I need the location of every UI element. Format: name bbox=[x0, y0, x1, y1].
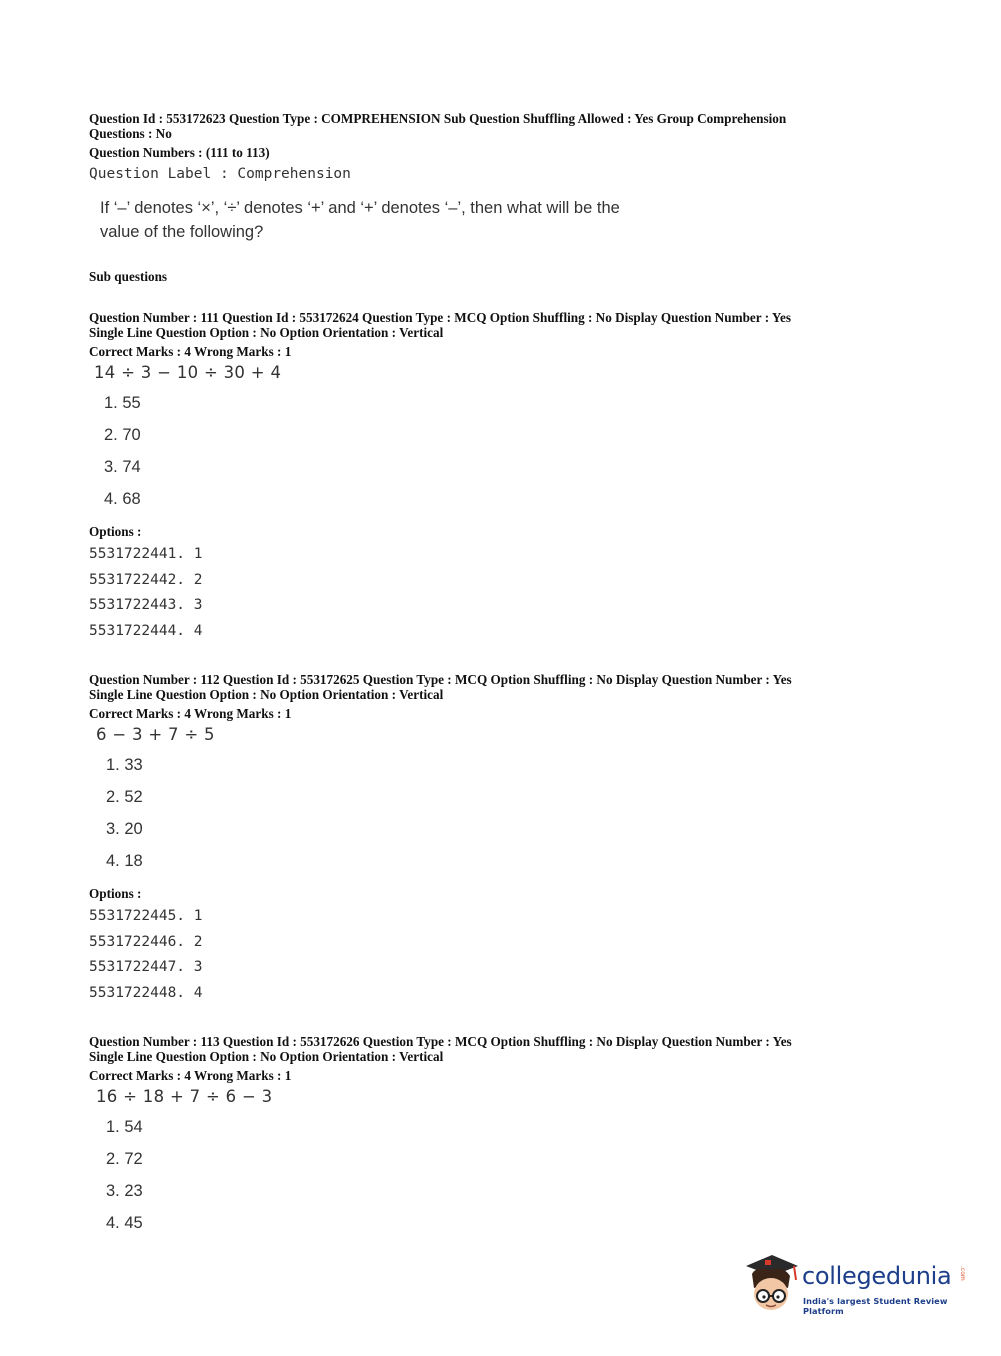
answer-choices bbox=[104, 392, 889, 520]
answer-choice[interactable]: 1. 54 bbox=[106, 1117, 143, 1136]
option-id: 5531722444. 4 bbox=[89, 622, 203, 639]
answer-choice[interactable]: 2. 52 bbox=[106, 787, 143, 806]
comprehension-meta-line2: Questions : No bbox=[89, 125, 172, 141]
option-id-list bbox=[89, 543, 889, 645]
answer-choice[interactable]: 1. 33 bbox=[106, 755, 143, 774]
option-id: 5531722441. 1 bbox=[89, 546, 203, 562]
question-expression: 6 − 3 + 7 ÷ 5 bbox=[96, 724, 215, 744]
option-id: 5531722442. 2 bbox=[89, 571, 203, 588]
question-111 bbox=[89, 311, 889, 645]
question-meta-line1: Question Number : 112 Question Id : 553172625 Question Type : MCQ Option Shuffling : No Display Question Number : Yes bbox=[89, 672, 792, 687]
options-title: Options : bbox=[89, 885, 142, 901]
question-label: Question Label : Comprehension bbox=[89, 165, 351, 182]
question-marks: Correct Marks : 4 Wrong Marks : 1 bbox=[89, 344, 292, 359]
document-page bbox=[89, 112, 889, 1244]
options-title: Options : bbox=[89, 523, 142, 539]
logo-suffix: .com bbox=[959, 1266, 966, 1281]
option-id: 5531722445. 1 bbox=[89, 908, 203, 924]
mascot-icon bbox=[742, 1252, 800, 1314]
question-113 bbox=[89, 1035, 889, 1244]
collegedunia-logo[interactable] bbox=[742, 1252, 972, 1322]
question-marks: Correct Marks : 4 Wrong Marks : 1 bbox=[89, 706, 292, 721]
answer-choices bbox=[106, 754, 889, 882]
answer-choices bbox=[106, 1116, 889, 1244]
question-112 bbox=[89, 673, 889, 1007]
comprehension-meta-line1: Question Id : 553172623 Question Type : COMPREHENSION Sub Question Shuffling Allowed : Yes Group Comprehension bbox=[89, 111, 787, 126]
option-id: 5531722447. 3 bbox=[89, 959, 203, 975]
question-meta-line1: Question Number : 111 Question Id : 553172624 Question Type : MCQ Option Shuffling : No Display Question Number : Yes bbox=[89, 310, 791, 325]
answer-choice[interactable]: 3. 74 bbox=[104, 457, 141, 476]
answer-choice[interactable]: 3. 23 bbox=[106, 1181, 143, 1200]
answer-choice[interactable]: 4. 68 bbox=[104, 489, 141, 508]
answer-choice[interactable]: 4. 45 bbox=[106, 1213, 143, 1232]
sub-questions-title: Sub questions bbox=[89, 268, 168, 284]
comprehension-header bbox=[89, 112, 889, 141]
answer-choice[interactable]: 4. 18 bbox=[106, 851, 143, 870]
question-expression: 16 ÷ 18 + 7 ÷ 6 − 3 bbox=[96, 1086, 273, 1106]
option-id: 5531722443. 3 bbox=[89, 597, 203, 613]
question-numbers: Question Numbers : (111 to 113) bbox=[89, 145, 270, 160]
option-id: 5531722446. 2 bbox=[89, 933, 203, 950]
logo-wordmark: collegedunia bbox=[802, 1262, 952, 1290]
answer-choice[interactable]: 2. 70 bbox=[104, 425, 141, 444]
question-meta-line2: Single Line Question Option : No Option Orientation : Vertical bbox=[89, 324, 444, 340]
question-meta-line2: Single Line Question Option : No Option Orientation : Vertical bbox=[89, 686, 444, 702]
answer-choice[interactable]: 2. 72 bbox=[106, 1149, 143, 1168]
question-expression: 14 ÷ 3 − 10 ÷ 30 + 4 bbox=[94, 362, 282, 382]
option-id: 5531722448. 4 bbox=[89, 984, 203, 1001]
question-marks: Correct Marks : 4 Wrong Marks : 1 bbox=[89, 1068, 292, 1083]
comprehension-intro: If ‘–’ denotes ‘×’, ‘÷’ denotes ‘+’ and ‘+’ denotes ‘–’, then what will be the value of the following? bbox=[100, 198, 620, 241]
option-id-list bbox=[89, 905, 889, 1007]
question-meta-line2: Single Line Question Option : No Option Orientation : Vertical bbox=[89, 1048, 444, 1064]
answer-choice[interactable]: 3. 20 bbox=[106, 819, 143, 838]
question-meta-line1: Question Number : 113 Question Id : 553172626 Question Type : MCQ Option Shuffling : No Display Question Number : Yes bbox=[89, 1034, 792, 1049]
logo-tagline: India's largest Student Review Platform bbox=[803, 1296, 948, 1316]
answer-choice[interactable]: 1. 55 bbox=[104, 393, 141, 412]
